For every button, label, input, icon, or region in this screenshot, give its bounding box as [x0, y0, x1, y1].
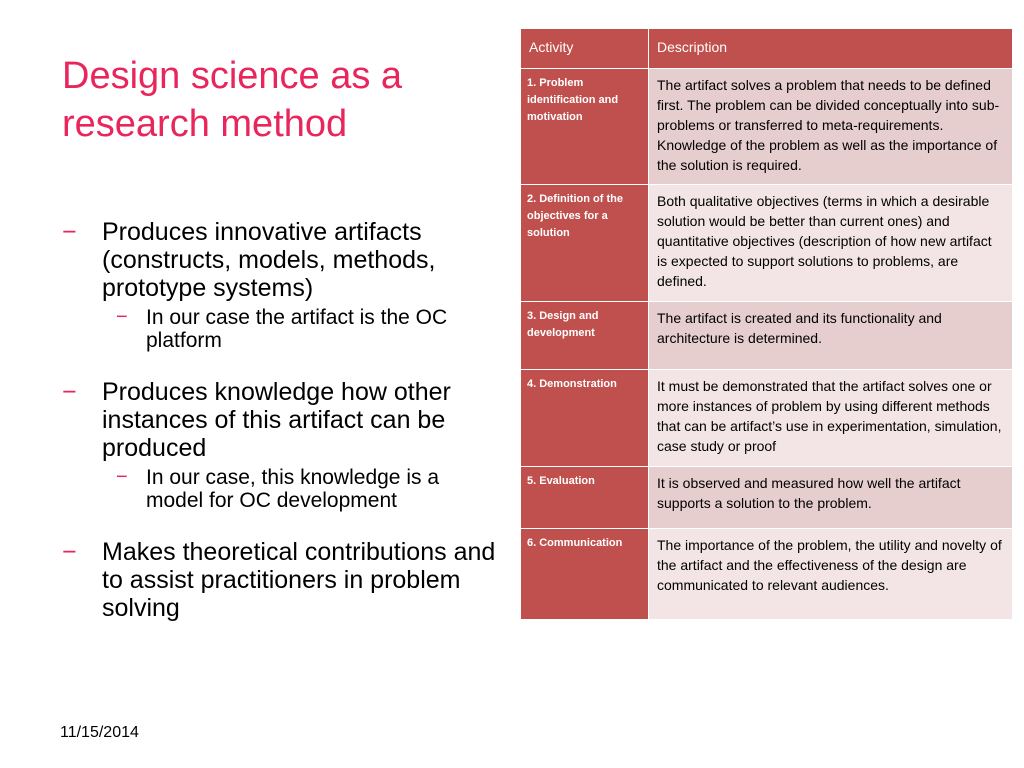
sub-bullet-text: In our case the artifact is the OC platform: [146, 306, 448, 352]
table-row: [521, 467, 1013, 529]
activity-cell: 2. Definition of the objectives for a solution: [521, 185, 649, 302]
slide-date: 11/15/2014: [60, 724, 139, 741]
table-header-row: [521, 29, 1013, 69]
bullet-text: Makes theoretical contributions and to assist practitioners in problem solving: [102, 538, 496, 622]
table-row: [521, 185, 1013, 302]
activity-cell: 1. Problem identification and motivation: [521, 69, 649, 185]
activity-table: [520, 28, 1013, 620]
column-header-description: Description: [649, 29, 1013, 69]
bullet-text: Produces knowledge how other instances of this artifact can be produced: [102, 378, 451, 462]
bullet-dash-icon: −: [116, 466, 128, 488]
activity-cell: 4. Demonstration: [521, 370, 649, 467]
table-row: [521, 69, 1013, 185]
bullet-dash-icon: −: [116, 306, 128, 328]
table-row: [521, 370, 1013, 467]
description-cell: The artifact is created and its functionality and architecture is determined.: [649, 302, 1013, 370]
activity-cell: 6. Communication: [521, 529, 649, 620]
description-cell: It must be demonstrated that the artifact solves one or more instances of problem by using different methods that can be artifact’s use in experimentation, simulation, case study or proof: [649, 370, 1013, 467]
activity-cell: 3. Design and development: [521, 302, 649, 370]
bullet-dash-icon: −: [62, 218, 77, 246]
bullet-item: [62, 378, 502, 462]
description-cell: Both qualitative objectives (terms in which a desirable solution would be better than current ones) and quantitative objectives (description of how new artifact is expected to support solutions to problems, are defined.: [649, 185, 1013, 302]
bullet-item: [62, 218, 502, 302]
bullet-text: Produces innovative artifacts (constructs, models, methods, prototype systems): [102, 218, 436, 302]
description-cell: The artifact solves a problem that needs to be defined first. The problem can be divided conceptually into sub-problems or transferred to meta-requirements. Knowledge of the problem as well as the importance of the solution is required.: [649, 69, 1013, 185]
activity-cell: 5. Evaluation: [521, 467, 649, 529]
table-row: [521, 302, 1013, 370]
description-cell: The importance of the problem, the utility and novelty of the artifact and the effectiveness of the design are communicated to relevant audiences.: [649, 529, 1013, 620]
slide-title: Design science as a research method: [62, 55, 403, 145]
bullet-dash-icon: −: [62, 538, 77, 566]
sub-bullet-item: [62, 466, 502, 512]
sub-bullet-item: [62, 306, 502, 352]
table-row: [521, 529, 1013, 620]
bullet-list: [62, 218, 502, 626]
description-cell: It is observed and measured how well the artifact supports a solution to the problem.: [649, 467, 1013, 529]
column-header-activity: Activity: [521, 29, 649, 69]
sub-bullet-text: In our case, this knowledge is a model for OC development: [146, 466, 439, 512]
bullet-dash-icon: −: [62, 378, 77, 406]
bullet-item: [62, 538, 502, 622]
